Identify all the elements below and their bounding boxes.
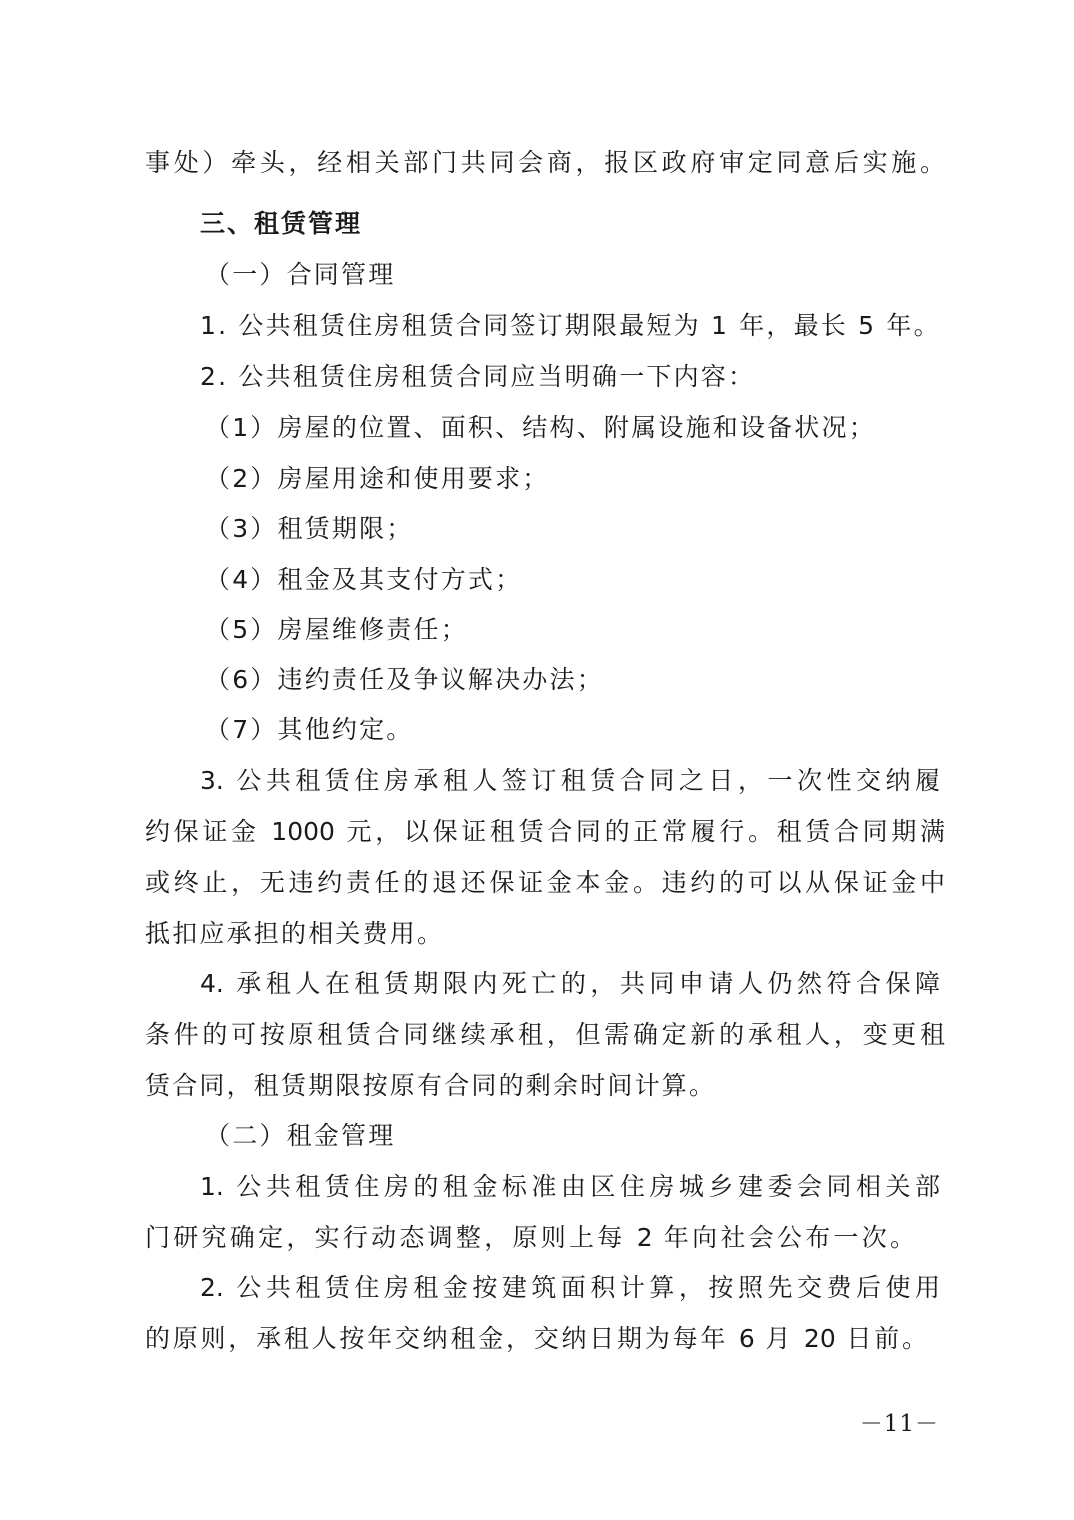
contract-item-3-line-2: 约保证金 1000 元，以保证租赁合同的正常履行。租赁合同期满 (145, 817, 945, 846)
contract-content-item-4: （4）租金及其支付方式； (205, 565, 523, 594)
contract-item-3-line-3: 或终止，无违约责任的退还保证金本金。违约的可以从保证金中 (145, 868, 945, 897)
contract-item-4-line-3: 赁合同，租赁期限按原有合同的剩余时间计算。 (145, 1071, 717, 1100)
contract-item-2: 2. 公共租赁住房租赁合同应当明确一下内容： (200, 362, 756, 391)
contract-content-item-7: （7）其他约定。 (205, 715, 414, 744)
contract-item-1: 1. 公共租赁住房租赁合同签订期限最短为 1 年，最长 5 年。 (200, 311, 941, 340)
contract-content-item-3: （3）租赁期限； (205, 514, 414, 543)
contract-content-item-6: （6）违约责任及争议解决办法； (205, 665, 604, 694)
subsection-heading-rent-management: （二）租金管理 (205, 1121, 396, 1150)
contract-content-item-2: （2）房屋用途和使用要求； (205, 464, 550, 493)
paragraph-continuation-line: 事处）牵头，经相关部门共同会商，报区政府审定同意后实施。 (145, 148, 945, 177)
contract-item-4-line-2: 条件的可按原租赁合同继续承租，但需确定新的承租人，变更租 (145, 1020, 945, 1049)
rent-item-2-line-2: 的原则，承租人按年交纳租金，交纳日期为每年 6 月 20 日前。 (145, 1324, 927, 1353)
contract-content-item-5: （5）房屋维修责任； (205, 615, 468, 644)
contract-item-3-line-4: 抵扣应承担的相关费用。 (145, 919, 445, 948)
rent-item-1-line-2: 门研究确定，实行动态调整，原则上每 2 年向社会公布一次。 (145, 1223, 915, 1252)
contract-item-3-line-1: 3. 公共租赁住房承租人签订租赁合同之日，一次性交纳履 (200, 766, 940, 795)
contract-item-4-line-1: 4. 承租人在租赁期限内死亡的，共同申请人仍然符合保障 (200, 969, 940, 998)
rent-item-1-line-1: 1. 公共租赁住房的租金标准由区住房城乡建委会同相关部 (200, 1172, 940, 1201)
contract-content-item-1: （1）房屋的位置、面积、结构、附属设施和设备状况； (205, 413, 876, 442)
subsection-heading-contract-management: （一）合同管理 (205, 260, 396, 289)
section-heading-lease-management: 三、租赁管理 (200, 209, 363, 238)
rent-item-2-line-1: 2. 公共租赁住房租金按建筑面积计算，按照先交费后使用 (200, 1273, 940, 1302)
page-number: －11－ (859, 1411, 939, 1437)
